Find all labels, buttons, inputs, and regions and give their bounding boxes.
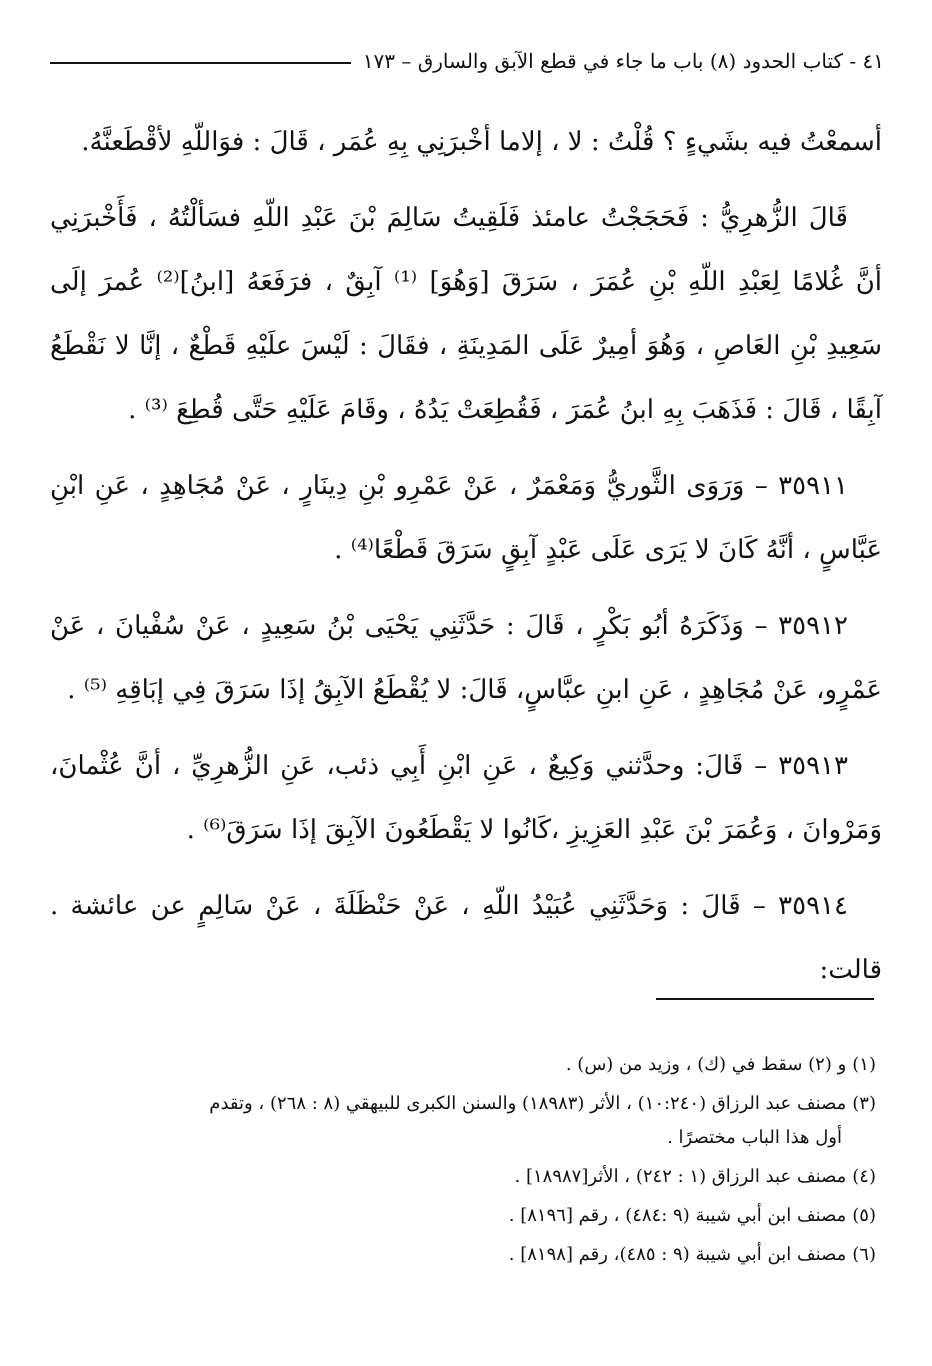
footnote-text: مصنف ابن أبي شيبة (٩ :٤٨٤) ، رقم [٨١٩٦] .: [508, 1205, 847, 1226]
paragraph: ٣٥٩١٢ – وَذَكَرَهُ أبُو بَكْرٍ ، قَالَ : حَدَّثَنِي يَحْيَى بْنُ سَعِيدٍ ، عَنْ سُفْيانَ ، عَنْ عَمْرٍو، عَنْ مُجَاهِدٍ ، عَنِ ابنِ عبَّاسٍ، قَالَ: لا يُقْطَعُ الآبِقُ إذَا سَرَقَ فِي إبَاقِهِ ⁽⁵⁾ .: [50, 611, 882, 705]
footnote-text: مصنف ابن أبي شيبة (٩ : ٤٨٥)، رقم [٨١٩٨] .: [508, 1244, 847, 1265]
main-text: [50, 110, 882, 1014]
footnote: [56, 1048, 876, 1082]
footnote-number: (٣): [852, 1093, 876, 1114]
footnote-text: مصنف عبد الرزاق (١٠:٢٤٠) ، الأثر (١٨٩٨٣) والسنن الكبرى للبيهقي (٨ : ٢٦٨) ، وتقدم: [209, 1093, 847, 1114]
footnote-number: (٦): [852, 1244, 876, 1265]
footnote-text: و (٢) سقط في (ك) ، وزيد من (س) .: [565, 1054, 847, 1075]
running-head-rule: [50, 62, 351, 64]
paragraph: أسمعْتُ فيه بشَيءٍ ؟ قُلْتُ : لا ، إلاما أخْبرَنِي بِهِ عُمَر ، قَالَ : فوَاللّهِ لأقْطَعنَّهُ.: [81, 127, 882, 157]
footnotes: [56, 1048, 876, 1277]
footnote-separator: [656, 998, 874, 1000]
footnote: [56, 1199, 876, 1233]
footnote-continuation: أول هذا الباب مختصرًا .: [667, 1127, 842, 1148]
footnote: [56, 1238, 876, 1272]
footnote-number: (١): [852, 1054, 876, 1075]
paragraph: ٣٥٩١٤ – قَالَ : وَحَدَّثَنِي عُبَيْدُ اللّهِ ، عَنْ حَنْظَلَةَ ، عَنْ سَالِمٍ عن عائشة . قالت:: [50, 891, 882, 985]
footnote-number: (٥): [852, 1205, 876, 1226]
paragraph: قَالَ الزُّهرِيُّ : فَحَجَجْتُ عامئذ فَلَقِيتُ سَالِمَ بْنَ عَبْدِ اللّهِ فسَألْتُهُ ، فَأَخْبرَنِي أنَّ غُلامًا لِعَبْدِ اللّهِ بْنِ عُمَرَ ، سَرَقَ [وَهُوَ] ⁽¹⁾ آبِقٌ ، فرَفَعَهُ [ابنُ]⁽²⁾ عُمرَ إلَى سَعِيدِ بْنِ العَاصِ ، وَهُوَ أمِيرٌ عَلَى المَدِينَةِ ، فقَالَ : لَيْسَ علَيْهِ قَطْعٌ ، إنَّا لا نَقْطَعُ آبِقًا ، قَالَ : فَذَهَبَ بِهِ ابنُ عُمَرَ ، فَقُطِعَتْ يَدُهُ ، وقَامَ عَلَيْهِ حَتَّى قُطِعَ ⁽³⁾ .: [50, 203, 883, 425]
paragraph: ٣٥٩١٣ – قَالَ: وحدَّثني وَكِيعٌ ، عَنِ ابْنِ أَبِي ذئب، عَنِ الزُّهرِيِّ ، أنَّ عُثْمانَ، وَمَرْوانَ ، وَعُمَرَ بْنَ عَبْدِ العَزِيزِ ،كَانُوا لا يَقْطَعُونَ الآبِقَ إذَا سَرَقَ⁽⁶⁾ .: [50, 751, 882, 845]
footnote-text: مصنف عبد الرزاق (١ : ٢٤٢) ، الأثر[١٨٩٨٧] .: [514, 1166, 847, 1187]
footnote-number: (٤): [852, 1166, 876, 1187]
running-head: [50, 46, 884, 76]
running-head-text: ٤١ - كتاب الحدود (٨) باب ما جاء في قطع الآبق والسارق – ١٧٣: [362, 49, 884, 73]
footnote: [56, 1160, 876, 1194]
paragraph: ٣٥٩١١ – وَرَوَى الثَّوريُّ وَمَعْمَرٌ ، عَنْ عَمْرِو بْنِ دِينَارٍ ، عَنْ مُجَاهِدٍ ، عَنِ ابْنِ عَبَّاسٍ ، أنَّهُ كَانَ لا يَرَى عَلَى عَبْدٍ آبِقٍ سَرَقَ قَطْعًا⁽⁴⁾ .: [50, 471, 882, 565]
footnote: [56, 1087, 876, 1155]
